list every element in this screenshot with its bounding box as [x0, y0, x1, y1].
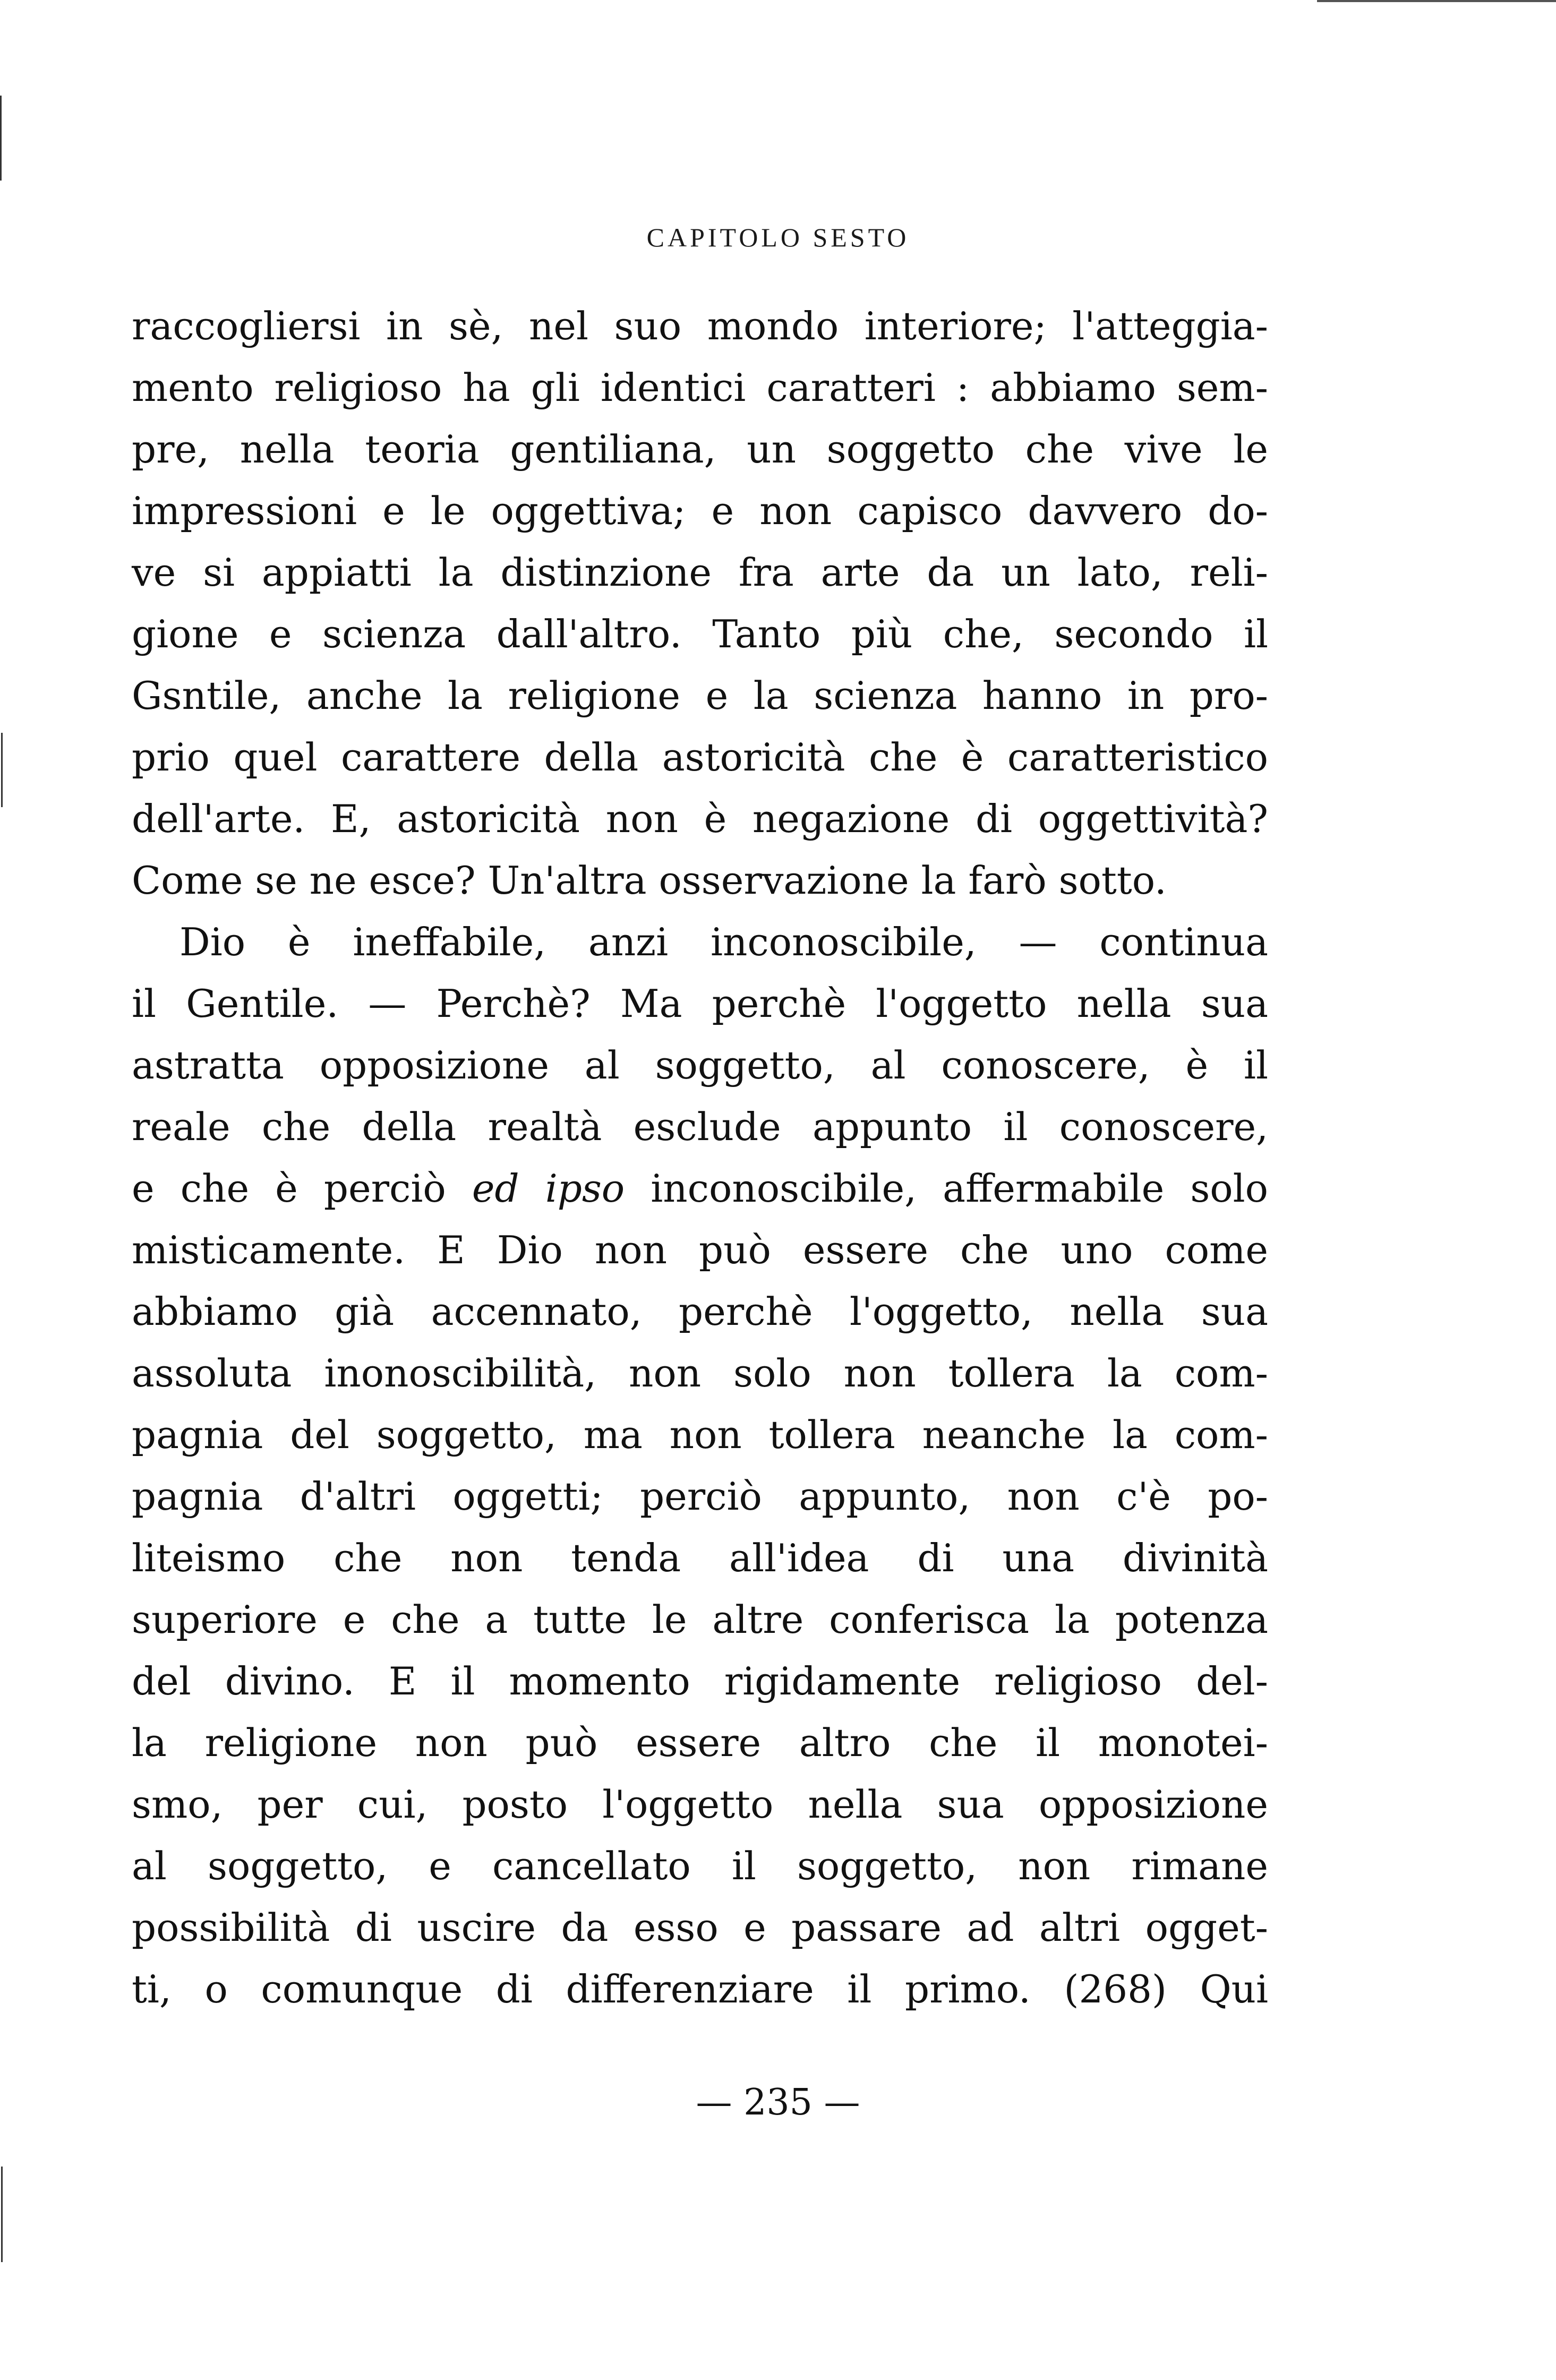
text-segment: inconoscibile, affermabile solo: [625, 1166, 1269, 1211]
text-line: al soggetto, e cancellato il soggetto, non rimane: [132, 1844, 1268, 1888]
text-line: misticamente. E Dio non può essere che uno come: [132, 1228, 1268, 1272]
text-line: pagnia d'altri oggetti; perciò appunto, non c'è po-: [132, 1474, 1268, 1519]
text-line: del divino. E il momento rigidamente religioso del-: [132, 1659, 1268, 1703]
text-line: Come se ne esce? Un'altra osservazione la farò sotto.: [132, 858, 1167, 903]
text-line: ve si appiatti la distinzione fra arte da un lato, reli-: [132, 550, 1268, 595]
running-head: CAPITOLO SESTO: [646, 222, 910, 252]
text-line: pre, nella teoria gentiliana, un soggetto che vive le: [132, 427, 1268, 472]
text-line: ti, o comunque di differenziare il primo. (268) Qui: [132, 1967, 1268, 2011]
text-line-with-italic: [132, 1158, 1268, 1219]
scan-edge-mark: [1317, 0, 1556, 2]
text-line: pagnia del soggetto, ma non tollera neanche la com-: [132, 1412, 1268, 1457]
text-line: la religione non può essere altro che il monotei-: [132, 1720, 1268, 1765]
text-line: prio quel carattere della astoricità che è caratteristico: [132, 735, 1268, 780]
text-segment: e che è perciò: [132, 1166, 472, 1211]
text-line: abbiamo già accennato, perchè l'oggetto, nella sua: [132, 1289, 1268, 1334]
text-line: dell'arte. E, astoricità non è negazione di oggettività?: [132, 797, 1268, 841]
text-line: superiore e che a tutte le altre conferisca la potenza: [132, 1597, 1268, 1642]
text-line: impressioni e le oggettiva; e non capisco davvero do-: [132, 489, 1268, 533]
scan-edge-mark: [1, 733, 3, 807]
page-number: — 235 —: [696, 2082, 860, 2124]
text-line: smo, per cui, posto l'oggetto nella sua opposizione: [132, 1782, 1268, 1827]
text-line: assoluta inonoscibilità, non solo non tollera la com-: [132, 1351, 1268, 1396]
text-line: astratta opposizione al soggetto, al conoscere, è il: [132, 1043, 1268, 1088]
text-line: possibilità di uscire da esso e passare ad altri ogget-: [132, 1905, 1268, 1950]
text-line: raccogliersi in sè, nel suo mondo interiore; l'atteggia-: [132, 304, 1268, 348]
text-line: Gsntile, anche la religione e la scienza hanno in pro-: [132, 673, 1268, 718]
body-text: [132, 295, 1268, 2020]
italic-phrase: ed ipso: [472, 1166, 625, 1211]
scan-edge-mark: [0, 96, 2, 181]
scan-edge-mark: [1, 2167, 3, 2262]
text-line: reale che della realtà esclude appunto il conoscere,: [132, 1105, 1268, 1149]
paragraph-start-line: Dio è ineffabile, anzi inconoscibile, — continua: [179, 920, 1268, 964]
text-line: il Gentile. — Perchè? Ma perchè l'oggetto nella sua: [132, 981, 1268, 1026]
text-line: gione e scienza dall'altro. Tanto più che, secondo il: [132, 612, 1268, 656]
text-line: liteismo che non tenda all'idea di una divinità: [132, 1536, 1268, 1580]
text-line: mento religioso ha gli identici caratteri : abbiamo sem-: [132, 365, 1268, 410]
